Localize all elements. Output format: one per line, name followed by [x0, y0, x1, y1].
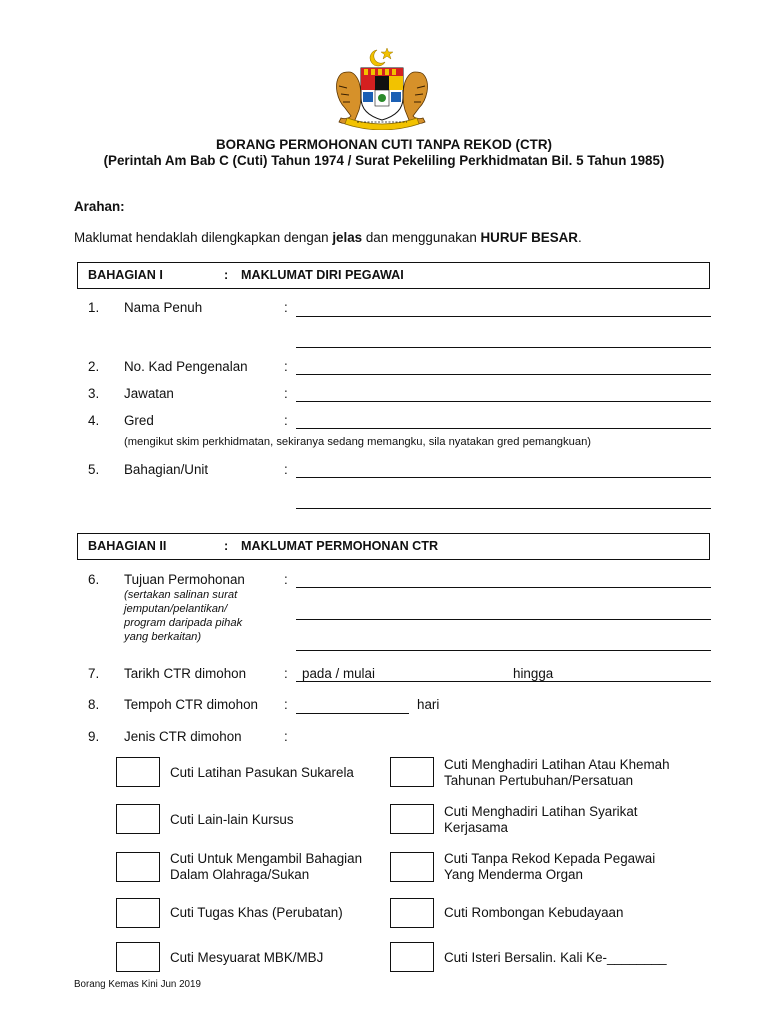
checkbox-tugas-khas-perubatan[interactable] — [116, 898, 160, 928]
instructions-heading: Arahan: — [74, 199, 125, 214]
item-number: 3. — [88, 386, 100, 401]
option-rombongan-kebudayaan: Cuti Rombongan Kebudayaan — [444, 905, 624, 920]
purpose-field-line-3[interactable] — [296, 650, 711, 651]
option-latihan-pasukan-sukarela: Cuti Latihan Pasukan Sukarela — [170, 765, 354, 780]
purpose-label: Tujuan Permohonan — [124, 572, 245, 587]
checkbox-latihan-khemah-tahunan[interactable] — [390, 757, 434, 787]
full-name-field-line-2[interactable] — [296, 347, 711, 348]
division-unit-field-line-2[interactable] — [296, 508, 711, 509]
colon: : — [284, 729, 288, 744]
colon: : — [284, 300, 288, 315]
colon: : — [284, 697, 288, 712]
full-name-field-line-1[interactable] — [296, 316, 711, 317]
duration-field[interactable] — [296, 713, 409, 714]
item-number: 5. — [88, 462, 100, 477]
colon: : — [284, 413, 288, 428]
checkbox-latihan-syarikat-kerjasama[interactable] — [390, 804, 434, 834]
section-2-header — [77, 533, 710, 560]
item-number: 6. — [88, 572, 100, 587]
coat-of-arms-emblem — [327, 44, 437, 130]
instructions-text: Maklumat hendaklah dilengkapkan dengan jelas dan menggunakan HURUF BESAR. — [74, 230, 582, 245]
section-1-heading: MAKLUMAT DIRI PEGAWAI — [241, 268, 404, 282]
date-to-label: hingga — [513, 666, 554, 681]
item-number: 2. — [88, 359, 100, 374]
checkbox-latihan-pasukan-sukarela[interactable] — [116, 757, 160, 787]
date-label: Tarikh CTR dimohon — [124, 666, 247, 681]
form-subtitle: (Perintah Am Bab C (Cuti) Tahun 1974 / Surat Pekeliling Perkhidmatan Bil. 5 Tahun 1985) — [103, 153, 665, 168]
option-olahraga-sukan: Cuti Untuk Mengambil Bahagian Dalam Olahraga/Sukan — [170, 851, 363, 882]
division-unit-field-line-1[interactable] — [296, 477, 711, 478]
grade-note: (mengikut skim perkhidmatan, sekiranya sedang memangku, sila nyatakan gred pemangkuan) — [124, 436, 592, 448]
position-label: Jawatan — [124, 386, 174, 401]
item-number: 9. — [88, 729, 100, 744]
section-2-label: BAHAGIAN II — [88, 539, 167, 553]
option-latihan-syarikat-kerjasama: Cuti Menghadiri Latihan Syarikat Kerjasama — [444, 804, 638, 835]
option-lain-lain-kursus: Cuti Lain-lain Kursus — [170, 812, 294, 827]
item-number: 8. — [88, 697, 100, 712]
option-derma-organ: Cuti Tanpa Rekod Kepada Pegawai Yang Menderma Organ — [444, 851, 656, 882]
form-title: BORANG PERMOHONAN CUTI TANPA REKOD (CTR) — [216, 137, 552, 152]
colon: : — [284, 386, 288, 401]
colon: : — [284, 359, 288, 374]
option-latihan-khemah-tahunan: Cuti Menghadiri Latihan Atau Khemah Tahunan Pertubuhan/Persatuan — [444, 757, 670, 788]
option-isteri-bersalin: Cuti Isteri Bersalin. Kali Ke-________ — [444, 950, 667, 965]
ic-number-field[interactable] — [296, 374, 711, 375]
checkbox-isteri-bersalin[interactable] — [390, 942, 434, 972]
section-1-colon: : — [224, 268, 229, 282]
checkbox-rombongan-kebudayaan[interactable] — [390, 898, 434, 928]
position-field[interactable] — [296, 401, 711, 402]
option-tugas-khas-perubatan: Cuti Tugas Khas (Perubatan) — [170, 905, 343, 920]
section-2-colon: : — [224, 539, 229, 553]
date-field[interactable] — [296, 681, 711, 682]
grade-field[interactable] — [296, 428, 711, 429]
purpose-note: (sertakan salinan surat jemputan/pelantikan/ program daripada pihak yang berkaitan) — [124, 589, 243, 643]
division-unit-label: Bahagian/Unit — [124, 462, 209, 477]
item-number: 7. — [88, 666, 100, 681]
purpose-field-line-2[interactable] — [296, 619, 711, 620]
duration-label: Tempoh CTR dimohon — [124, 697, 258, 712]
checkbox-derma-organ[interactable] — [390, 852, 434, 882]
section-2-heading: MAKLUMAT PERMOHONAN CTR — [241, 539, 439, 553]
colon: : — [284, 462, 288, 477]
item-number: 1. — [88, 300, 100, 315]
option-mesyuarat-mbk-mbj: Cuti Mesyuarat MBK/MBJ — [170, 950, 324, 965]
ic-number-label: No. Kad Pengenalan — [124, 359, 248, 374]
item-number: 4. — [88, 413, 100, 428]
checkbox-lain-lain-kursus[interactable] — [116, 804, 160, 834]
footer-revision-note: Borang Kemas Kini Jun 2019 — [74, 979, 201, 990]
grade-label: Gred — [124, 413, 154, 428]
duration-unit: hari — [417, 697, 440, 712]
date-from-label: pada / mulai — [302, 666, 375, 681]
purpose-field-line-1[interactable] — [296, 587, 711, 588]
checkbox-olahraga-sukan[interactable] — [116, 852, 160, 882]
section-1-label: BAHAGIAN I — [88, 268, 163, 282]
section-1-header — [77, 262, 710, 289]
leave-type-label: Jenis CTR dimohon — [124, 729, 242, 744]
full-name-label: Nama Penuh — [124, 300, 203, 315]
colon: : — [284, 572, 288, 587]
colon: : — [284, 666, 288, 681]
checkbox-mesyuarat-mbk-mbj[interactable] — [116, 942, 160, 972]
